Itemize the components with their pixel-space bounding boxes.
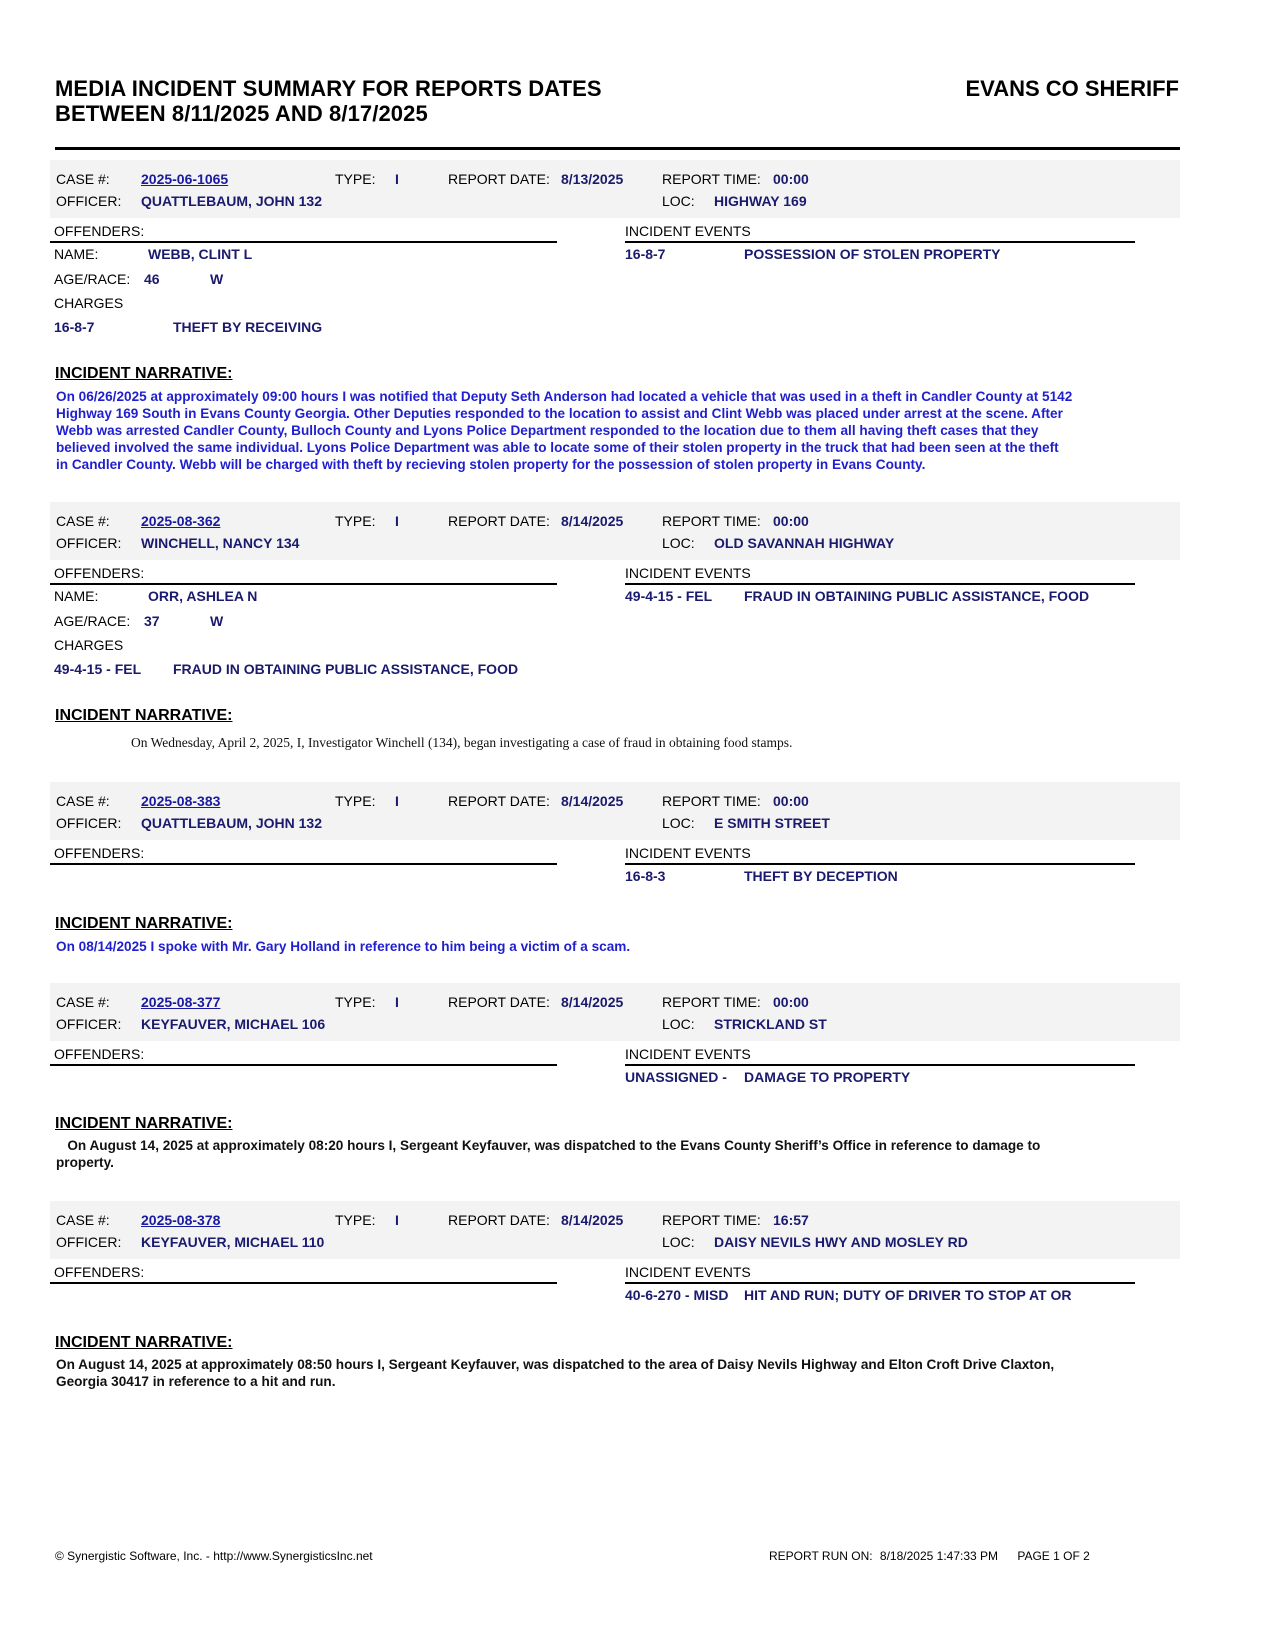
age-race-label: AGE/RACE: — [54, 613, 131, 629]
narrative-line: Webb was arrested Candler County, Bulloch County and Lyons Police Department responded to the location due to them all having theft cases that they — [56, 423, 1039, 438]
event-desc: POSSESSION OF STOLEN PROPERTY — [744, 246, 1001, 262]
report-title — [55, 76, 695, 126]
type-value: I — [395, 1212, 399, 1228]
offenders-label: OFFENDERS: — [54, 223, 145, 239]
agency-name: EVANS CO SHERIFF — [965, 76, 1179, 101]
incident-events-rule — [625, 863, 1135, 865]
report-time-value: 16:57 — [773, 1212, 809, 1228]
report-date-label: REPORT DATE: — [448, 513, 550, 529]
report-date-value: 8/14/2025 — [561, 994, 624, 1010]
report-time-value: 00:00 — [773, 994, 809, 1010]
loc-label: LOC: — [662, 1234, 695, 1250]
case-label: CASE #: — [56, 513, 110, 529]
incident-events-label: INCIDENT EVENTS — [625, 565, 751, 581]
footer-copyright: © Synergistic Software, Inc. - http://www.SynergisticsInc.net — [55, 1549, 373, 1563]
narrative-line: On August 14, 2025 at approximately 08:50 hours I, Sergeant Keyfauver, was dispatched to the area of Daisy Nevils Highway and Elton Croft Drive Claxton, — [56, 1357, 1055, 1372]
offenders-label: OFFENDERS: — [54, 1046, 145, 1062]
type-label: TYPE: — [335, 171, 376, 187]
narrative-line: On August 14, 2025 at approximately 08:20 hours I, Sergeant Keyfauver, was dispatched to the Evans County Sheriff’s Office in reference to damage to — [56, 1138, 1041, 1153]
loc-label: LOC: — [662, 815, 695, 831]
report-time-value: 00:00 — [773, 513, 809, 529]
type-label: TYPE: — [335, 793, 376, 809]
case-label: CASE #: — [56, 171, 110, 187]
case-number-link[interactable]: 2025-08-362 — [141, 513, 221, 529]
type-label: TYPE: — [335, 1212, 376, 1228]
narrative-text — [131, 734, 1241, 751]
type-label: TYPE: — [335, 513, 376, 529]
offenders-rule — [50, 241, 557, 243]
report-date-label: REPORT DATE: — [448, 171, 550, 187]
charge-code: 16-8-7 — [54, 319, 95, 335]
officer-label: OFFICER: — [56, 1234, 122, 1250]
offenders-rule — [50, 1282, 557, 1284]
narrative-line: On 08/14/2025 I spoke with Mr. Gary Holland in reference to him being a victim of a scam. — [56, 939, 631, 954]
page-number: PAGE 1 OF 2 — [1017, 1549, 1090, 1563]
case-block — [50, 983, 1180, 1085]
case-header — [50, 502, 1180, 560]
event-code: UNASSIGNED - — [625, 1069, 727, 1085]
case-block — [50, 160, 1180, 335]
officer-value: QUATTLEBAUM, JOHN 132 — [141, 815, 322, 831]
offenders-label: OFFENDERS: — [54, 1264, 145, 1280]
title-divider — [55, 147, 1180, 150]
run-on-value: 8/18/2025 1:47:33 PM — [879, 1549, 999, 1563]
officer-value: WINCHELL, NANCY 134 — [141, 535, 300, 551]
offenders-label: OFFENDERS: — [54, 845, 145, 861]
charge-code: 49-4-15 - FEL — [54, 661, 142, 677]
report-time-value: 00:00 — [773, 171, 809, 187]
offender-age: 46 — [144, 271, 160, 287]
loc-value: OLD SAVANNAH HIGHWAY — [714, 535, 895, 551]
offenders-rule — [50, 583, 557, 585]
report-time-label: REPORT TIME: — [662, 1212, 761, 1228]
case-block — [50, 502, 1180, 677]
narrative-title: INCIDENT NARRATIVE: — [55, 365, 233, 382]
narrative-line: On Wednesday, April 2, 2025, I, Investigator Winchell (134), began investigating a case of fraud in obtaining food stamps. — [131, 735, 793, 750]
event-desc: HIT AND RUN; DUTY OF DRIVER TO STOP AT OR — [744, 1287, 1072, 1303]
report-time-value: 00:00 — [773, 793, 809, 809]
loc-value: STRICKLAND ST — [714, 1016, 827, 1032]
narrative-line: Highway 169 South in Evans County Georgia. Other Deputies responded to the location to assist and Clint Webb was placed under arrest at the scene. After — [56, 406, 1063, 421]
report-date-value: 8/13/2025 — [561, 171, 624, 187]
incident-events-label: INCIDENT EVENTS — [625, 845, 751, 861]
case-label: CASE #: — [56, 1212, 110, 1228]
title-line-2: BETWEEN 8/11/2025 AND 8/17/2025 — [55, 101, 428, 126]
charge-desc: FRAUD IN OBTAINING PUBLIC ASSISTANCE, FOOD — [173, 661, 519, 677]
footer-run-on — [769, 1548, 1090, 1564]
event-code: 16-8-7 — [625, 246, 666, 262]
narrative-title: INCIDENT NARRATIVE: — [55, 1115, 233, 1132]
narrative-text — [56, 388, 1166, 473]
incident-events-label: INCIDENT EVENTS — [625, 223, 751, 239]
type-label: TYPE: — [335, 994, 376, 1010]
loc-value: HIGHWAY 169 — [714, 193, 807, 209]
case-number-link[interactable]: 2025-06-1065 — [141, 171, 229, 187]
event-desc: DAMAGE TO PROPERTY — [744, 1069, 911, 1085]
incident-events-label: INCIDENT EVENTS — [625, 1264, 751, 1280]
run-on-label: REPORT RUN ON: — [769, 1549, 873, 1563]
event-code: 49-4-15 - FEL — [625, 588, 713, 604]
name-label: NAME: — [54, 588, 99, 604]
case-header — [50, 160, 1180, 218]
incident-events-rule — [625, 241, 1135, 243]
narrative-text — [56, 938, 1166, 955]
officer-label: OFFICER: — [56, 815, 122, 831]
offender-race: W — [210, 271, 224, 287]
offenders-rule — [50, 1064, 557, 1066]
officer-label: OFFICER: — [56, 1016, 122, 1032]
loc-label: LOC: — [662, 535, 695, 551]
officer-label: OFFICER: — [56, 193, 122, 209]
type-value: I — [395, 171, 399, 187]
case-block — [50, 1201, 1180, 1303]
charges-label: CHARGES — [54, 637, 124, 653]
narrative-line: believed involved the same individual. Lyons Police Department was able to locate some of their stolen property in the truck that had been seen at the theft — [56, 440, 1059, 455]
case-label: CASE #: — [56, 793, 110, 809]
type-value: I — [395, 994, 399, 1010]
incident-events-label: INCIDENT EVENTS — [625, 1046, 751, 1062]
event-desc: FRAUD IN OBTAINING PUBLIC ASSISTANCE, FOOD — [744, 588, 1090, 604]
narrative-title: INCIDENT NARRATIVE: — [55, 707, 233, 724]
charge-desc: THEFT BY RECEIVING — [173, 319, 323, 335]
report-date-value: 8/14/2025 — [561, 793, 624, 809]
narrative-title: INCIDENT NARRATIVE: — [55, 915, 233, 932]
narrative-line: On 06/26/2025 at approximately 09:00 hours I was notified that Deputy Seth Anderson had located a vehicle that was used in a theft in Candler County at 5142 — [56, 389, 1073, 404]
case-header — [50, 983, 1180, 1041]
officer-value: QUATTLEBAUM, JOHN 132 — [141, 193, 322, 209]
case-number-link[interactable]: 2025-08-377 — [141, 994, 221, 1010]
report-date-label: REPORT DATE: — [448, 793, 550, 809]
offender-name: WEBB, CLINT L — [148, 246, 253, 262]
name-label: NAME: — [54, 246, 99, 262]
report-time-label: REPORT TIME: — [662, 513, 761, 529]
type-value: I — [395, 513, 399, 529]
narrative-line: Georgia 30417 in reference to a hit and run. — [56, 1374, 336, 1389]
report-time-label: REPORT TIME: — [662, 994, 761, 1010]
narrative-line: in Candler County. Webb will be charged with theft by recieving stolen property for the possession of stolen property in Evans County. — [56, 457, 926, 472]
case-block — [50, 782, 1180, 884]
event-desc: THEFT BY DECEPTION — [744, 868, 898, 884]
report-time-label: REPORT TIME: — [662, 793, 761, 809]
offender-age: 37 — [144, 613, 160, 629]
officer-label: OFFICER: — [56, 535, 122, 551]
narrative-line: property. — [56, 1155, 114, 1170]
loc-value: DAISY NEVILS HWY AND MOSLEY RD — [714, 1234, 968, 1250]
officer-value: KEYFAUVER, MICHAEL 110 — [141, 1234, 325, 1250]
charges-label: CHARGES — [54, 295, 124, 311]
report-date-value: 8/14/2025 — [561, 1212, 624, 1228]
case-label: CASE #: — [56, 994, 110, 1010]
case-header — [50, 1201, 1180, 1259]
narrative-title: INCIDENT NARRATIVE: — [55, 1334, 233, 1351]
case-number-link[interactable]: 2025-08-383 — [141, 793, 221, 809]
incident-events-rule — [625, 583, 1135, 585]
narrative-text — [56, 1356, 1166, 1390]
loc-value: E SMITH STREET — [714, 815, 830, 831]
loc-label: LOC: — [662, 193, 695, 209]
loc-label: LOC: — [662, 1016, 695, 1032]
narrative-text — [56, 1137, 1166, 1171]
report-date-label: REPORT DATE: — [448, 1212, 550, 1228]
offender-name: ORR, ASHLEA N — [148, 588, 258, 604]
offenders-label: OFFENDERS: — [54, 565, 145, 581]
age-race-label: AGE/RACE: — [54, 271, 131, 287]
incident-events-rule — [625, 1282, 1135, 1284]
report-time-label: REPORT TIME: — [662, 171, 761, 187]
case-number-link[interactable]: 2025-08-378 — [141, 1212, 221, 1228]
case-header — [50, 782, 1180, 840]
title-line-1: MEDIA INCIDENT SUMMARY FOR REPORTS DATES — [55, 76, 602, 101]
report-date-label: REPORT DATE: — [448, 994, 550, 1010]
offenders-rule — [50, 863, 557, 865]
report-date-value: 8/14/2025 — [561, 513, 624, 529]
offender-race: W — [210, 613, 224, 629]
officer-value: KEYFAUVER, MICHAEL 106 — [141, 1016, 326, 1032]
type-value: I — [395, 793, 399, 809]
event-code: 16-8-3 — [625, 868, 666, 884]
incident-events-rule — [625, 1064, 1135, 1066]
event-code: 40-6-270 - MISD — [625, 1287, 729, 1303]
